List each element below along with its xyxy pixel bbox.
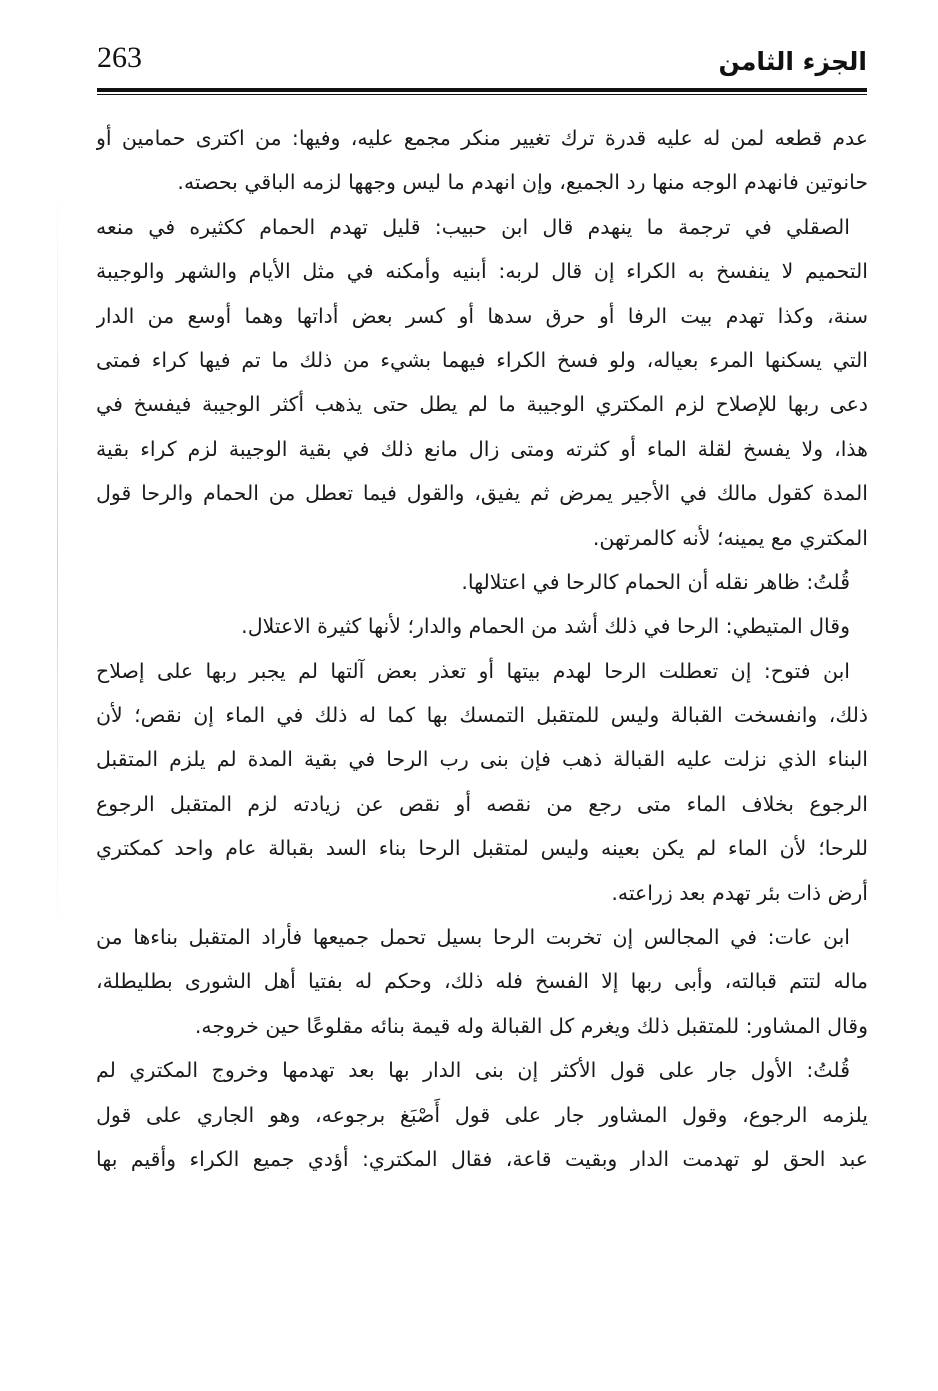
text-line: هذا، ولا يفسخ لقلة الماء أو كثرته ومتى زال مانع ذلك في بقية الوجيبة لزم كراء بقية	[96, 436, 868, 461]
text-line: الصقلي في ترجمة ما ينهدم قال ابن حبيب: قليل تهدم الحمام ككثيره في منعه	[96, 214, 850, 239]
text-line: البناء الذي نزلت عليه القبالة ذهب فإن بنى رب الرحا في بقية المدة لم يلزم المتقبل	[96, 747, 868, 772]
text-line: للرحا؛ لأن الماء لم يكن بعينه وليس لمتقبل الرحا بناء السد بقبالة عام واحد كمكتري	[96, 836, 868, 861]
page-number: 263	[97, 41, 142, 74]
text-line: يلزمه الرجوع، وقول المشاور جار على قول أَصْبَغ برجوعه، وهو الجاري على قول	[96, 1102, 868, 1127]
page-edge-shadow	[57, 180, 58, 940]
header-rule	[97, 88, 867, 95]
body-text	[96, 116, 868, 1181]
text-line: أرض ذات بئر تهدم بعد زراعته.	[611, 880, 868, 905]
text-line: المكتري مع يمينه؛ لأنه كالمرتهن.	[592, 525, 868, 550]
text-line: عدم قطعه لمن له عليه قدرة ترك تغيير منكر مجمع عليه، وفيها: من اكترى حمامين أو	[96, 126, 868, 150]
running-title: الجزء الثامن	[718, 47, 867, 76]
text-line: ابن عات: في المجالس إن تخربت الرحا بسيل تحمل جميعها فأراد المتقبل بناءها من	[96, 925, 850, 950]
text-line: وقال المشاور: للمتقبل ذلك ويغرم كل القبالة وله قيمة بنائه مقلوعًا حين خروجه.	[194, 1013, 868, 1038]
text-line: التي يسكنها المرء بعياله، ولو فسخ الكراء فيهما بشيء من ذلك ما تم فيها كراء فمتى	[96, 347, 868, 372]
text-line: دعى ربها للإصلاح لزم المكتري الوجيبة ما لم يطل حتى يذهب أكثر الوجيبة فيفسخ في	[96, 392, 868, 417]
text-line: قُلتُ: ظاهر نقله أن الحمام كالرحا في اعتلالها.	[461, 569, 850, 594]
text-line: ابن فتوح: إن تعطلت الرحا لهدم بيتها أو تعذر بعض آلتها لم يجبر ربها على إصلاح	[96, 658, 850, 683]
text-line: ماله لتتم قبالته، وأبى ربها إلا الفسخ فله ذلك، وحكم له بفتيا أهل الشورى بطليطلة،	[96, 969, 868, 994]
page-header	[97, 38, 867, 94]
text-line: حانوتين فانهدم الوجه منها رد الجميع، وإن انهدم ما ليس وجهها لزمه الباقي بحصته.	[177, 170, 868, 195]
text-line: قُلتُ: الأول جار على قول الأكثر إن بنى الدار بها بعد تهدمها وخروج المكتري لم	[96, 1058, 850, 1083]
text-line: ذلك، وانفسخت القبالة وليس للمتقبل التمسك بها كما له ذلك في الماء إن نقص؛ لأن	[96, 703, 868, 728]
text-line: وقال المتيطي: الرحا في ذلك أشد من الحمام والدار؛ لأنها كثيرة الاعتلال.	[241, 614, 850, 639]
text-line: سنة، وكذا تهدم بيت الرفا أو حرق سدها أو كسر بعض أداتها وهما أوسع من الدار	[96, 303, 868, 328]
text-line: الرجوع بخلاف الماء متى رجع من نقصه أو نقص عن زيادته لزم المتقبل الرجوع	[96, 791, 868, 816]
text-line: المدة كقول مالك في الأجير يمرض ثم يفيق، والقول فيما تعطل من الحمام والرحا قول	[96, 481, 868, 506]
text-line: عبد الحق لو تهدمت الدار وبقيت قاعة، فقال المكتري: أؤدي جميع الكراء وأقيم بها	[96, 1146, 868, 1171]
text-line: التحميم لا ينفسخ به الكراء إن قال لربه: أبنيه وأمكنه في مثل الأيام والشهر والوجيبة	[96, 259, 868, 284]
